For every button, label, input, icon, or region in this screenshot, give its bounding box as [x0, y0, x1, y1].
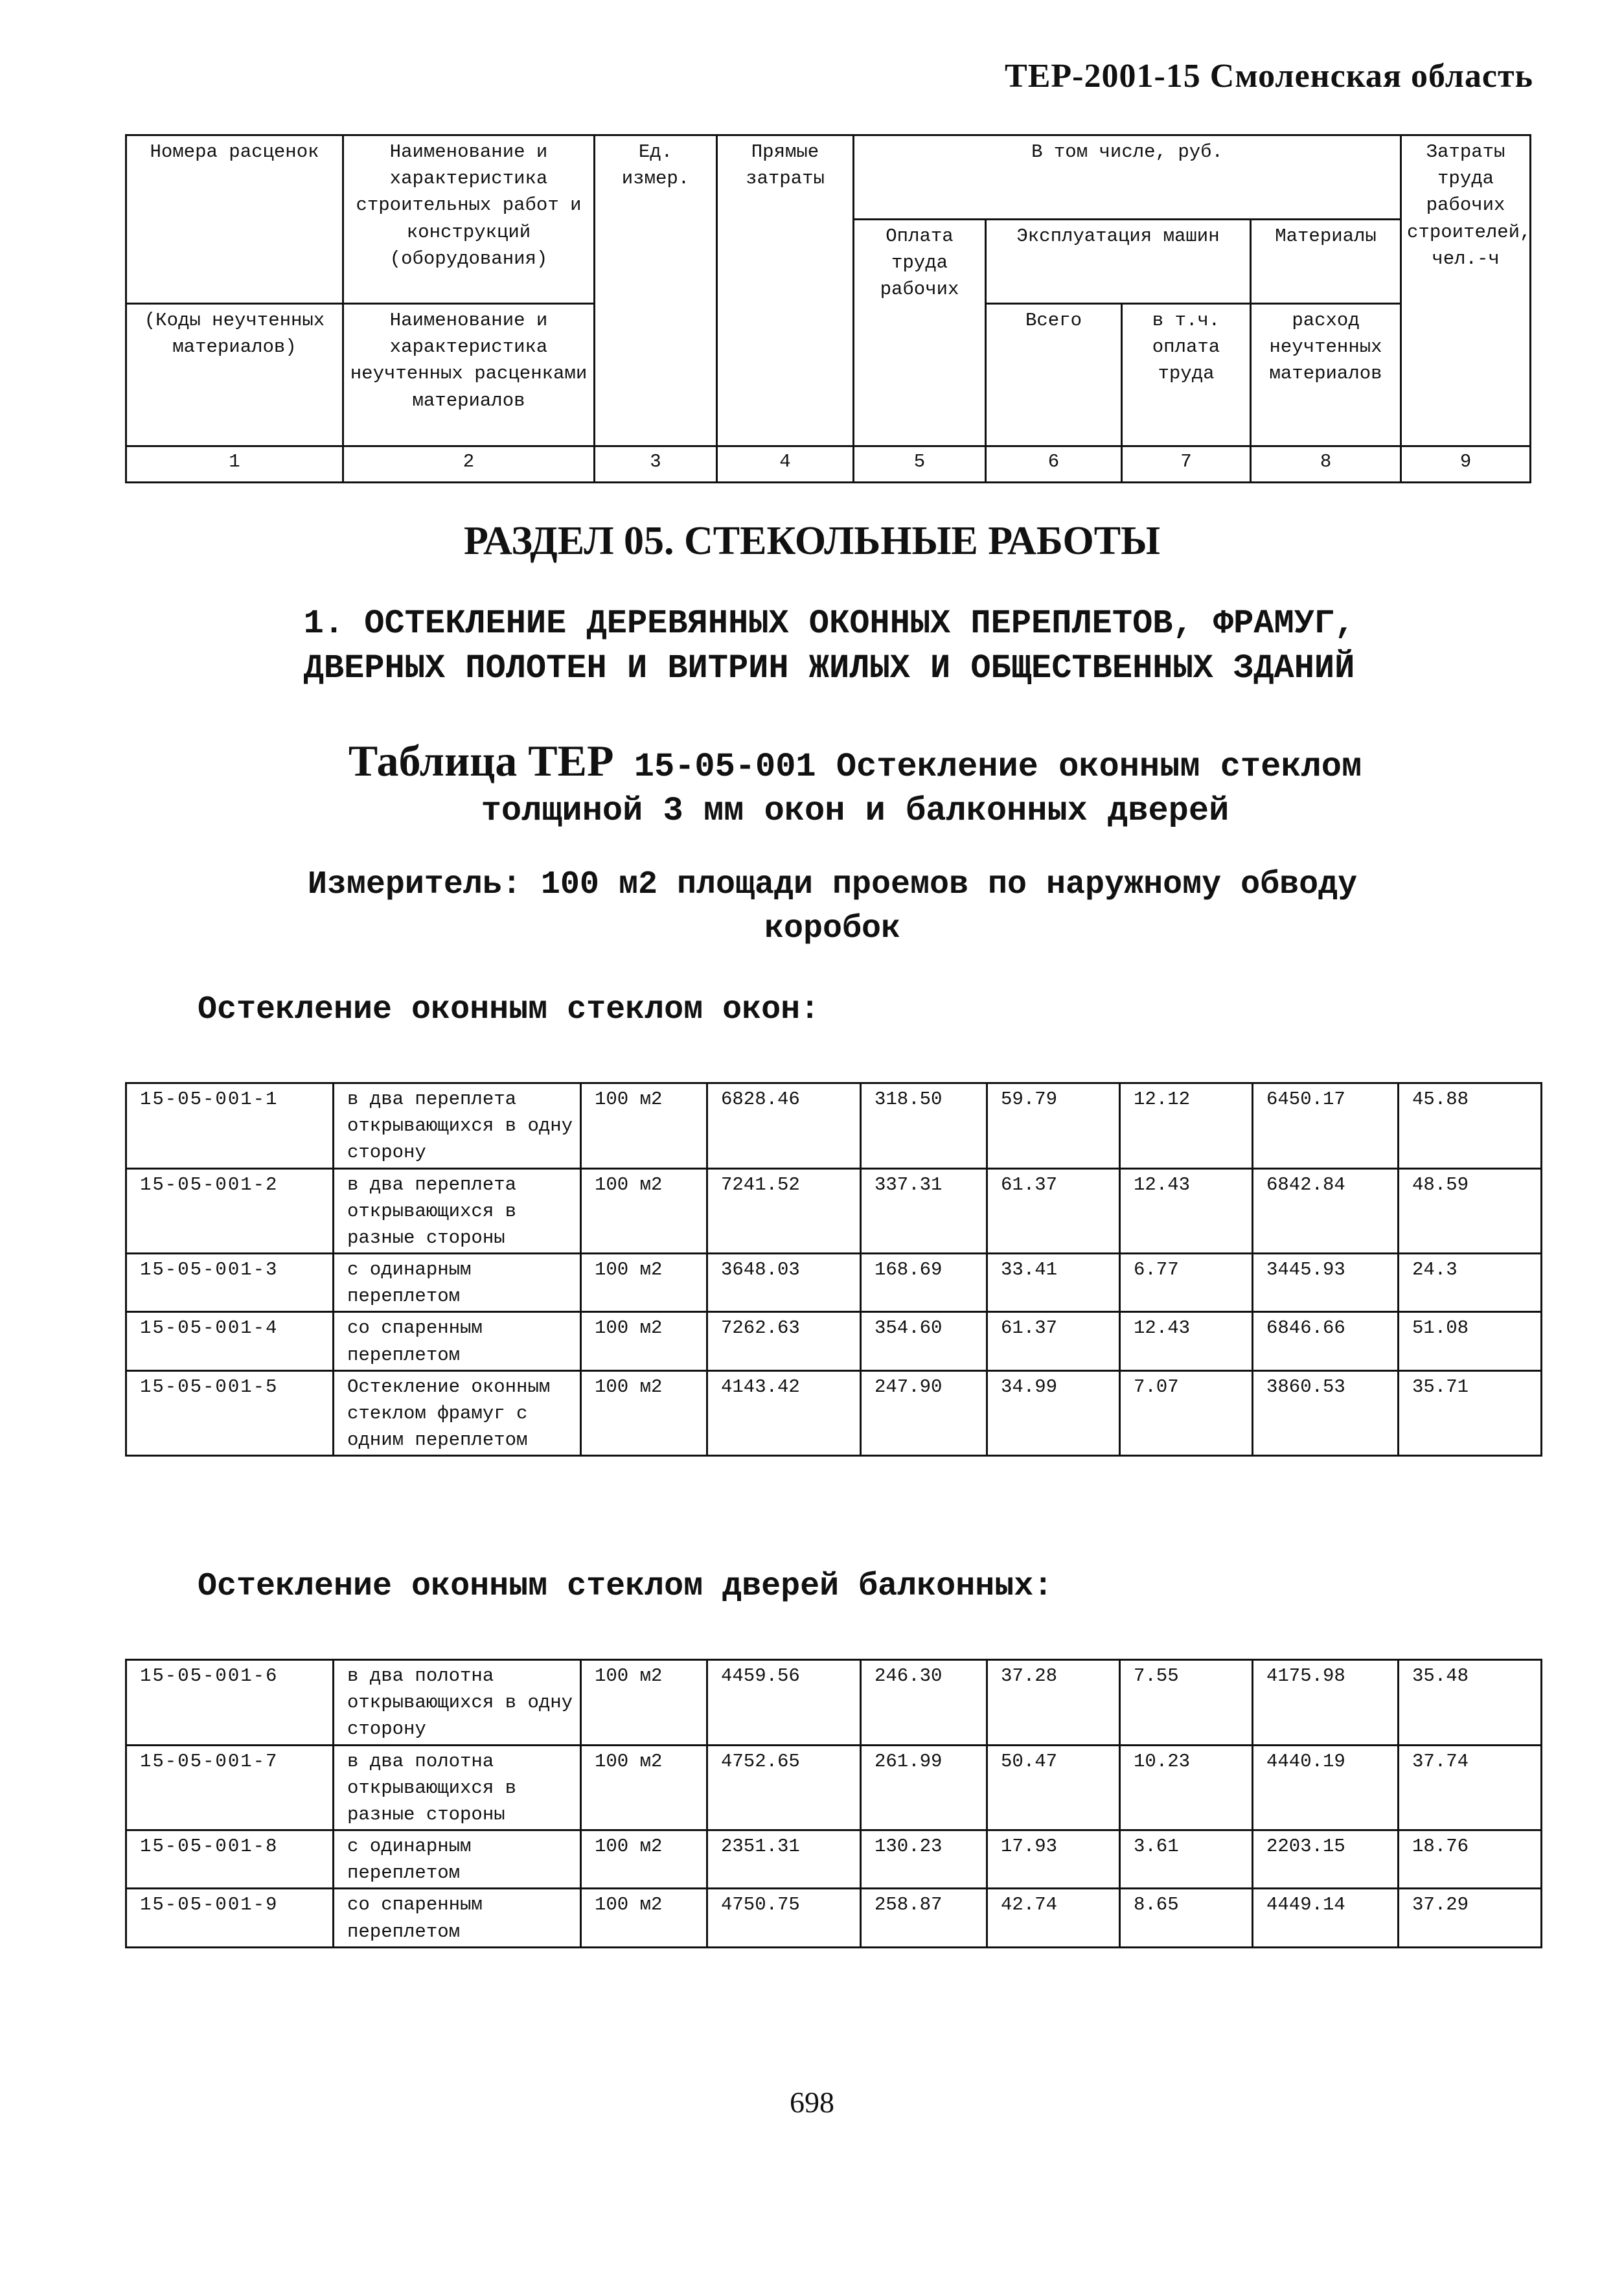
unit: 100 м2 [581, 1370, 707, 1456]
header-workers-wages: Оплата труда рабочих [854, 220, 986, 446]
rate-code: 15-05-001-7 [126, 1745, 334, 1830]
labor-costs: 18.76 [1399, 1830, 1542, 1889]
direct-costs: 4143.42 [707, 1370, 861, 1456]
direct-costs: 3648.03 [707, 1254, 861, 1312]
unit: 100 м2 [581, 1660, 707, 1746]
work-name: с одинарным переплетом [334, 1254, 581, 1312]
machine-operation: 61.37 [987, 1312, 1120, 1370]
machine-wages: 10.23 [1120, 1745, 1253, 1830]
page-number: 698 [790, 2086, 834, 2119]
header-materials: Материалы [1251, 220, 1401, 304]
rate-code: 15-05-001-4 [126, 1312, 334, 1370]
work-name: в два переплета открывающихся в разные стороны [334, 1168, 581, 1254]
workers-wages: 261.99 [861, 1745, 987, 1830]
column-number: 2 [343, 446, 595, 483]
labor-costs: 51.08 [1399, 1312, 1542, 1370]
subsection-title-line: ДВЕРНЫХ ПОЛОТЕН И ВИТРИН ЖИЛЫХ И ОБЩЕСТВЕННЫХ ЗДАНИЙ [303, 649, 1355, 688]
table-row [126, 1370, 1542, 1456]
unit: 100 м2 [581, 1830, 707, 1889]
machine-wages: 3.61 [1120, 1830, 1253, 1889]
unit: 100 м2 [581, 1889, 707, 1947]
table-row [126, 1312, 1542, 1370]
machine-wages: 8.65 [1120, 1889, 1253, 1947]
table-title-line2: толщиной 3 мм окон и балконных дверей [481, 792, 1229, 831]
materials-cost: 3860.53 [1253, 1370, 1399, 1456]
section-title: РАЗДЕЛ 05. СТЕКОЛЬНЫЕ РАБОТЫ [464, 519, 1160, 563]
header-rate-numbers: Номера расценок [126, 135, 343, 304]
workers-wages: 168.69 [861, 1254, 987, 1312]
workers-wages: 246.30 [861, 1660, 987, 1746]
machine-operation: 33.41 [987, 1254, 1120, 1312]
group-title-windows: Остекление оконным стеклом окон: [198, 991, 820, 1028]
machine-operation: 42.74 [987, 1889, 1120, 1947]
machine-operation: 34.99 [987, 1370, 1120, 1456]
unit: 100 м2 [581, 1083, 707, 1169]
header-name-characteristics: Наименование и характеристика строительных работ и конструкций (оборудования) [343, 135, 595, 304]
unit: 100 м2 [581, 1168, 707, 1254]
subsection-title-line: 1. ОСТЕКЛЕНИЕ ДЕРЕВЯННЫХ ОКОННЫХ ПЕРЕПЛЕТОВ, ФРАМУГ, [303, 605, 1355, 643]
column-number: 4 [717, 446, 854, 483]
materials-cost: 4175.98 [1253, 1660, 1399, 1746]
header-including-rub: В том числе, руб. [854, 135, 1401, 220]
table-row [126, 1745, 1542, 1830]
rate-code: 15-05-001-8 [126, 1830, 334, 1889]
workers-wages: 247.90 [861, 1370, 987, 1456]
work-name: со спаренным переплетом [334, 1312, 581, 1370]
machine-wages: 7.55 [1120, 1660, 1253, 1746]
direct-costs: 6828.46 [707, 1083, 861, 1169]
table-row [126, 1830, 1542, 1889]
rate-code: 15-05-001-2 [126, 1168, 334, 1254]
machine-wages: 12.43 [1120, 1312, 1253, 1370]
work-name: в два полотна открывающихся в разные стороны [334, 1745, 581, 1830]
direct-costs: 4459.56 [707, 1660, 861, 1746]
rate-code: 15-05-001-3 [126, 1254, 334, 1312]
work-name: в два переплета открывающихся в одну сторону [334, 1083, 581, 1169]
column-header-table [125, 134, 1531, 483]
direct-costs: 7241.52 [707, 1168, 861, 1254]
materials-cost: 3445.93 [1253, 1254, 1399, 1312]
header-labor-costs: Затраты труда рабочих строителей, чел.-ч [1401, 135, 1531, 446]
column-number: 8 [1251, 446, 1401, 483]
machine-operation: 17.93 [987, 1830, 1120, 1889]
header-unaccounted-names: Наименование и характеристика неучтенных расценками материалов [343, 304, 595, 446]
unit: 100 м2 [581, 1312, 707, 1370]
materials-cost: 6450.17 [1253, 1083, 1399, 1169]
table-title-code: 15-05-001 Остекление оконным стеклом [634, 748, 1362, 786]
column-number: 7 [1122, 446, 1251, 483]
table-row [126, 1083, 1542, 1169]
direct-costs: 4750.75 [707, 1889, 861, 1947]
materials-cost: 2203.15 [1253, 1830, 1399, 1889]
workers-wages: 337.31 [861, 1168, 987, 1254]
table-title [246, 732, 1464, 833]
machine-operation: 59.79 [987, 1083, 1120, 1169]
labor-costs: 35.71 [1399, 1370, 1542, 1456]
work-name: Остекление оконным стеклом фрамуг с одним переплетом [334, 1370, 581, 1456]
workers-wages: 354.60 [861, 1312, 987, 1370]
workers-wages: 258.87 [861, 1889, 987, 1947]
work-name: с одинарным переплетом [334, 1830, 581, 1889]
meter [194, 863, 1470, 951]
meter-line: Измеритель: 100 м2 площади проемов по наружному обводу [307, 866, 1358, 903]
workers-wages: 130.23 [861, 1830, 987, 1889]
header-unit: Ед. измер. [595, 135, 717, 446]
rate-code: 15-05-001-5 [126, 1370, 334, 1456]
table-row [126, 1254, 1542, 1312]
machine-operation: 61.37 [987, 1168, 1120, 1254]
rate-code: 15-05-001-9 [126, 1889, 334, 1947]
direct-costs: 4752.65 [707, 1745, 861, 1830]
unit: 100 м2 [581, 1745, 707, 1830]
unit: 100 м2 [581, 1254, 707, 1312]
labor-costs: 45.88 [1399, 1083, 1542, 1169]
table-row [126, 1168, 1542, 1254]
machine-operation: 37.28 [987, 1660, 1120, 1746]
column-number: 5 [854, 446, 986, 483]
direct-costs: 2351.31 [707, 1830, 861, 1889]
header-direct-costs: Прямые затраты [717, 135, 854, 446]
table-row [126, 1889, 1542, 1947]
group-title-balcony-doors: Остекление оконным стеклом дверей балконных: [198, 1568, 1053, 1605]
header-total: Всего [986, 304, 1122, 446]
work-name: в два полотна открывающихся в одну сторону [334, 1660, 581, 1746]
running-header: ТЕР-2001-15 Смоленская область [1005, 58, 1533, 95]
materials-cost: 6846.66 [1253, 1312, 1399, 1370]
meter-line: коробок [764, 910, 901, 947]
column-number: 9 [1401, 446, 1531, 483]
materials-cost: 4449.14 [1253, 1889, 1399, 1947]
machine-wages: 12.12 [1120, 1083, 1253, 1169]
machine-operation: 50.47 [987, 1745, 1120, 1830]
machine-wages: 7.07 [1120, 1370, 1253, 1456]
direct-costs: 7262.63 [707, 1312, 861, 1370]
rates-table-balcony-doors [125, 1659, 1542, 1948]
machine-wages: 12.43 [1120, 1168, 1253, 1254]
subsection-title [194, 601, 1464, 691]
labor-costs: 37.29 [1399, 1889, 1542, 1947]
rate-code: 15-05-001-6 [126, 1660, 334, 1746]
materials-cost: 4440.19 [1253, 1745, 1399, 1830]
workers-wages: 318.50 [861, 1083, 987, 1169]
header-unaccounted-codes: (Коды неучтенных материалов) [126, 304, 343, 446]
work-name: со спаренным переплетом [334, 1889, 581, 1947]
table-row [126, 1660, 1542, 1746]
header-unaccounted-consumption: расход неучтенных материалов [1251, 304, 1401, 446]
column-number: 6 [986, 446, 1122, 483]
table-title-prefix: Таблица ТЕР [348, 736, 614, 785]
labor-costs: 35.48 [1399, 1660, 1542, 1746]
labor-costs: 48.59 [1399, 1168, 1542, 1254]
labor-costs: 24.3 [1399, 1254, 1542, 1312]
labor-costs: 37.74 [1399, 1745, 1542, 1830]
header-incl-wages: в т.ч. оплата труда [1122, 304, 1251, 446]
header-machine-operation: Эксплуатация машин [986, 220, 1251, 304]
column-number: 3 [595, 446, 717, 483]
materials-cost: 6842.84 [1253, 1168, 1399, 1254]
column-number: 1 [126, 446, 343, 483]
rates-table-windows [125, 1082, 1542, 1457]
machine-wages: 6.77 [1120, 1254, 1253, 1312]
rate-code: 15-05-001-1 [126, 1083, 334, 1169]
